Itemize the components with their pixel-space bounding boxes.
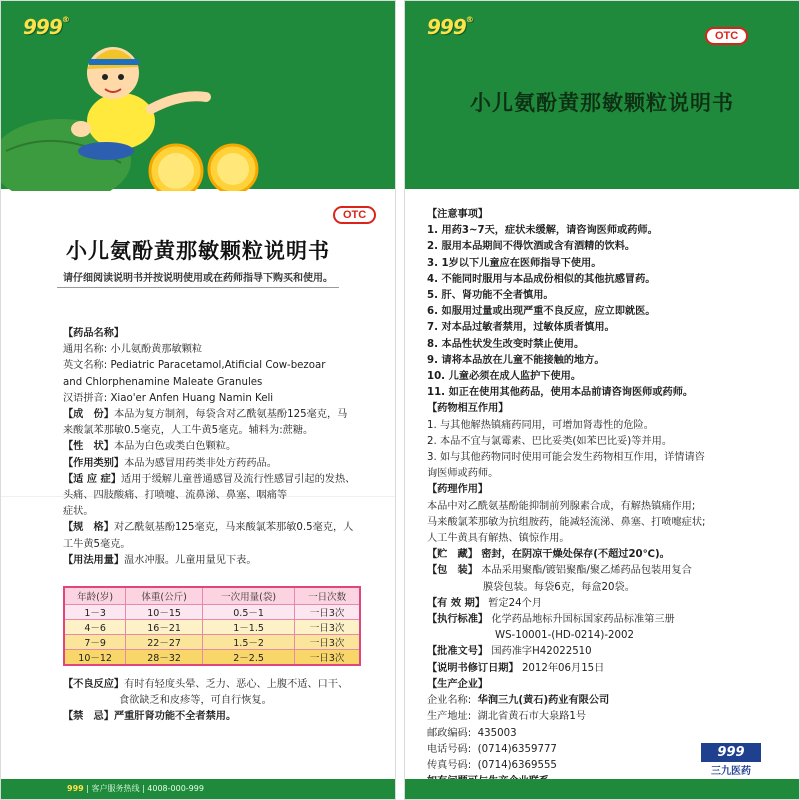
- brand-logo: 999®: [23, 15, 69, 39]
- note-item: 7. 对本品过敏者禁用，过敏体质者慎用。: [427, 322, 615, 334]
- table-cell: 4－6: [64, 619, 126, 634]
- validity-row: 【有 效 期】 暂定24个月: [427, 597, 542, 609]
- interaction-header: 【药物相互作用】: [427, 403, 509, 415]
- postcode-row: 邮政编码: 435003: [427, 727, 517, 739]
- dosage-table: [63, 586, 361, 666]
- leaflet-title: 小儿氨酚黄那敏颗粒说明书: [66, 239, 330, 263]
- table-header-row: [64, 587, 360, 604]
- pharm-header: 【药理作用】: [427, 484, 489, 496]
- approval-row: 【批准文号】 国药准字H42022510: [427, 646, 592, 658]
- composition-cont: 来酸氯苯那敏0.5毫克，人工牛黄5毫克。辅料为:蔗糖。: [63, 425, 314, 437]
- leaflet-right-panel: [404, 0, 800, 800]
- divider: [57, 287, 339, 288]
- otc-badge: OTC: [705, 27, 748, 45]
- adverse-cont: 食欲缺乏和皮疹等，可自行恢复。: [119, 695, 272, 707]
- indication-cont: 症状。: [63, 506, 94, 518]
- pharm-text: 本品中对乙酰氨基酚能抑制前列腺素合成，有解热镇痛作用;: [427, 500, 696, 512]
- service-hotline: 999 | 客户服务热线 | 4008-000-999: [67, 784, 204, 793]
- spec-cont: 工牛黄5毫克。: [63, 538, 131, 550]
- note-item: 11. 如正在使用其他药品，使用本品前请咨询医师或药师。: [427, 387, 694, 399]
- note-item: 1. 用药3~7天，症状未缓解，请咨询医师或药师。: [427, 225, 658, 237]
- note-item: 10. 儿童必须在成人监护下使用。: [427, 371, 582, 383]
- generic-name-row: 通用名称: 小儿氨酚黄那敏颗粒: [63, 344, 203, 356]
- table-cell: 7－9: [64, 634, 126, 649]
- otc-badge: OTC: [333, 206, 376, 224]
- interaction-item: 3. 如与其他药物同时使用可能会发生药物相互作用，详情请咨: [427, 452, 705, 464]
- table-row: [64, 649, 360, 665]
- table-cell: 一日3次: [295, 634, 360, 649]
- table-cell: 一日3次: [295, 619, 360, 634]
- note-item: 6. 如服用过量或出现严重不良反应，应立即就医。: [427, 306, 656, 318]
- table-row: [64, 619, 360, 634]
- character-row: 【性 状】本品为白色或类白色颗粒。: [63, 441, 237, 453]
- table-cell: 一日3次: [295, 604, 360, 619]
- table-row: [64, 604, 360, 619]
- table-header-cell: 一次用量(袋): [202, 587, 294, 604]
- table-cell: 1－3: [64, 604, 126, 619]
- fold-crease: [1, 496, 395, 497]
- table-cell: 10－15: [126, 604, 203, 619]
- maker-header: 【生产企业】: [427, 678, 489, 690]
- corp-logo-mark: 999: [701, 743, 761, 762]
- phone-row: 电话号码: (0714)6359777: [427, 743, 557, 755]
- table-row: [64, 634, 360, 649]
- leaflet-left-panel: [0, 0, 396, 800]
- adverse-section: [63, 677, 381, 726]
- interaction-item: 2. 本品不宜与氯霉素、巴比妥类(如苯巴比妥)等并用。: [427, 435, 673, 447]
- note-item: 4. 不能同时服用与本品成份相似的其他抗感冒药。: [427, 273, 656, 285]
- company-row: 企业名称: 华润三九(黄石)药业有限公司: [427, 695, 610, 707]
- corp-logo: [701, 743, 761, 777]
- table-cell: 28－32: [126, 649, 203, 665]
- package-row: 【包 装】 本品采用聚酯/镀铝聚酯/聚乙烯药品包装用复合: [427, 565, 692, 577]
- note-item: 2. 服用本品期间不得饮酒或含有酒精的饮料。: [427, 241, 636, 253]
- english-name-cont: and Chlorphenamine Maleate Granules: [63, 376, 263, 388]
- pharm-text: 人工牛黄具有解热、镇惊作用。: [427, 533, 570, 545]
- indication-row: 【适 应 症】适用于缓解儿童普通感冒及流行性感冒引起的发热、: [63, 473, 356, 485]
- table-cell: 10－12: [64, 649, 126, 665]
- revision-row: 【说明书修订日期】 2012年06月15日: [427, 662, 605, 674]
- indication-cont: 头痛、四肢酸痛、打喷嚏、流鼻涕、鼻塞、咽痛等: [63, 490, 288, 502]
- storage-row: 【贮 藏】 密封，在阴凉干燥处保存(不超过20℃)。: [427, 549, 670, 561]
- drug-name-header: 【药品名称】: [63, 328, 125, 339]
- table-cell: 1.5－2: [202, 634, 294, 649]
- fax-row: 传真号码: (0714)6369555: [427, 759, 557, 771]
- table-cell: 一日3次: [295, 649, 360, 665]
- pinyin-row: 汉语拼音: Xiao'er Anfen Huang Namin Keli: [63, 392, 274, 404]
- table-header-cell: 体重(公斤): [126, 587, 203, 604]
- leaflet-subtitle: 请仔细阅读说明书并按说明使用或在药师指导下购买和使用。: [63, 273, 333, 284]
- table-cell: 0.5－1: [202, 604, 294, 619]
- table-header-cell: 一日次数: [295, 587, 360, 604]
- adverse-row: 【不良反应】有时有轻度头晕、乏力、恶心、上腹不适、口干、: [63, 679, 349, 690]
- interaction-item: 1. 与其他解热镇痛药同用，可增加肾毒性的危险。: [427, 419, 654, 431]
- notes-header: 【注意事项】: [427, 209, 489, 220]
- table-header-cell: 年龄(岁): [64, 587, 126, 604]
- usage-row: 【用法用量】温水冲服。儿童用量见下表。: [63, 554, 257, 566]
- pharm-text: 马来酸氯苯那敏为抗组胺药，能减轻流涕、鼻塞、打喷嚏症状;: [427, 516, 706, 528]
- contra-row: 【禁 忌】严重肝肾功能不全者禁用。: [63, 711, 237, 723]
- note-item: 5. 肝、肾功能不全者慎用。: [427, 290, 554, 302]
- category-row: 【作用类别】本品为感冒用药类非处方药药品。: [63, 457, 277, 469]
- leaflet-title: 小儿氨酚黄那敏颗粒说明书: [470, 91, 734, 115]
- english-name-row: 英文名称: Pediatric Paracetamol,Atificial Cow-bezoar: [63, 360, 326, 372]
- standard-row: 【执行标准】 化学药品地标升国标国家药品标准第三册: [427, 614, 675, 626]
- standard-cont: WS-10001-(HD-0214)-2002: [495, 630, 634, 642]
- brand-logo: 999®: [427, 15, 473, 39]
- mascot-illustration: [1, 1, 396, 191]
- notes-section: [427, 207, 785, 790]
- table-cell: 1－1.5: [202, 619, 294, 634]
- note-item: 3. 1岁以下儿童应在医师指导下使用。: [427, 257, 602, 269]
- table-cell: 2－2.5: [202, 649, 294, 665]
- corp-name: 三九医药: [711, 766, 751, 777]
- package-cont: 膜袋包装。每袋6克，每盒20袋。: [483, 581, 635, 593]
- child-body-icon: [87, 93, 155, 149]
- note-item: 9. 请将本品放在儿童不能接触的地方。: [427, 354, 605, 366]
- green-footer-band: [405, 779, 799, 799]
- note-item: 8. 本品性状发生改变时禁止使用。: [427, 338, 585, 350]
- composition-row: 【成 份】本品为复方制剂，每袋含对乙酰氨基酚125毫克，马: [63, 409, 348, 421]
- table-cell: 16－21: [126, 619, 203, 634]
- spec-row: 【规 格】对乙酰氨基酚125毫克，马来酸氯苯那敏0.5毫克，人: [63, 522, 354, 534]
- interaction-item-cont: 询医师或药师。: [427, 468, 499, 480]
- address-row: 生产地址: 湖北省黄石市大泉路1号: [427, 711, 587, 723]
- drug-info-section: [63, 326, 381, 569]
- table-cell: 22－27: [126, 634, 203, 649]
